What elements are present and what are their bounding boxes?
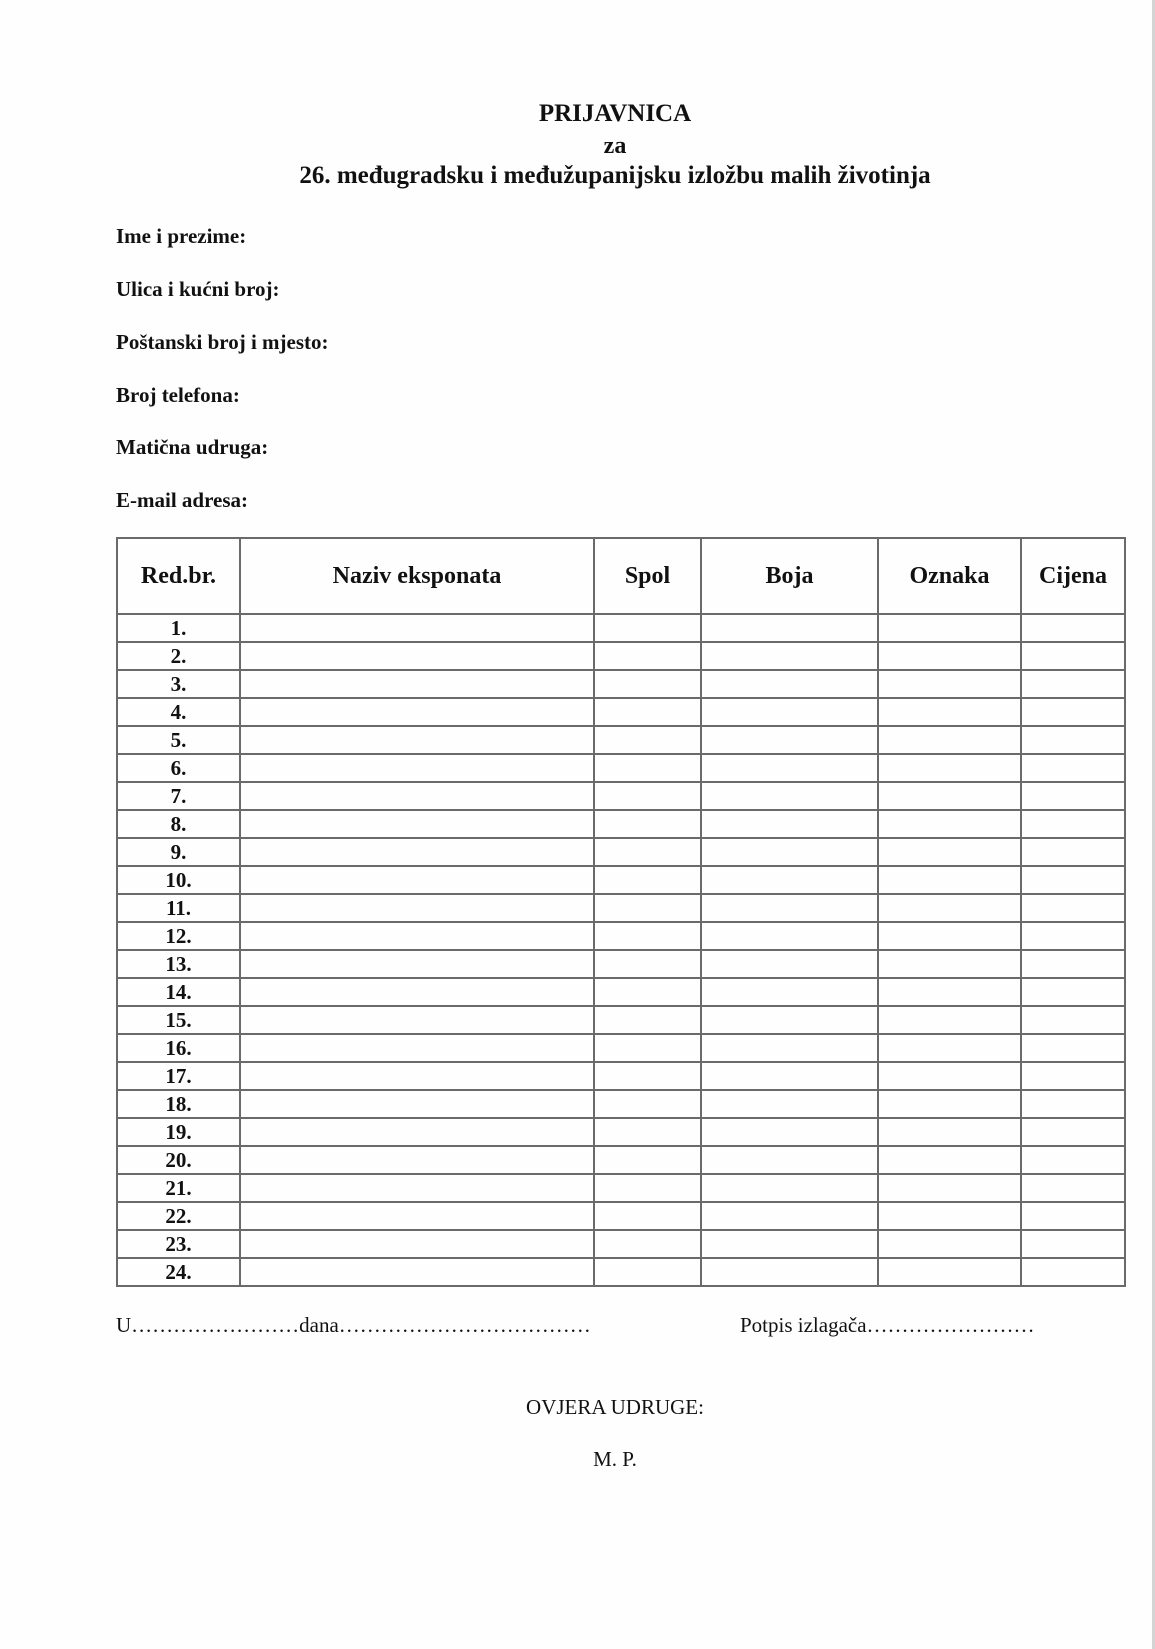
cell-name[interactable] <box>240 922 594 950</box>
cell-mark[interactable] <box>878 1062 1021 1090</box>
cell-name[interactable] <box>240 670 594 698</box>
exhibit-table <box>116 537 1126 1287</box>
cell-color[interactable] <box>701 1146 878 1174</box>
cell-number: 13. <box>117 950 240 978</box>
cell-number: 20. <box>117 1146 240 1174</box>
cell-sex[interactable] <box>594 1202 701 1230</box>
cell-number: 4. <box>117 698 240 726</box>
table-row <box>117 754 1125 782</box>
col-header-color: Boja <box>701 538 878 614</box>
cell-mark[interactable] <box>878 642 1021 670</box>
table-header-row <box>117 538 1125 614</box>
cell-price[interactable] <box>1021 1034 1125 1062</box>
cell-name[interactable] <box>240 1006 594 1034</box>
cell-sex[interactable] <box>594 894 701 922</box>
cell-sex[interactable] <box>594 1230 701 1258</box>
cell-price[interactable] <box>1021 810 1125 838</box>
table-row <box>117 894 1125 922</box>
cell-color[interactable] <box>701 1230 878 1258</box>
table-row <box>117 1258 1125 1286</box>
table-row <box>117 1062 1125 1090</box>
cell-number: 15. <box>117 1006 240 1034</box>
col-header-mark: Oznaka <box>878 538 1021 614</box>
cell-sex[interactable] <box>594 1034 701 1062</box>
cell-number: 12. <box>117 922 240 950</box>
table-row <box>117 1006 1125 1034</box>
cell-price[interactable] <box>1021 726 1125 754</box>
cell-name[interactable] <box>240 614 594 642</box>
table-row <box>117 614 1125 642</box>
cell-name[interactable] <box>240 1118 594 1146</box>
table-row <box>117 1034 1125 1062</box>
cell-mark[interactable] <box>878 810 1021 838</box>
cell-color[interactable] <box>701 1118 878 1146</box>
cell-number: 18. <box>117 1090 240 1118</box>
cell-price[interactable] <box>1021 1202 1125 1230</box>
cell-sex[interactable] <box>594 726 701 754</box>
cell-name[interactable] <box>240 838 594 866</box>
cell-price[interactable] <box>1021 1230 1125 1258</box>
cell-sex[interactable] <box>594 754 701 782</box>
cell-mark[interactable] <box>878 1202 1021 1230</box>
field-address[interactable]: Ulica i kućni broj: <box>116 277 280 301</box>
cell-color[interactable] <box>701 642 878 670</box>
cell-name[interactable] <box>240 782 594 810</box>
cell-sex[interactable] <box>594 670 701 698</box>
cell-sex[interactable] <box>594 698 701 726</box>
cell-color[interactable] <box>701 810 878 838</box>
signature-line[interactable]: Potpis izlagača…………………… <box>740 1313 1035 1337</box>
col-header-price: Cijena <box>1021 538 1125 614</box>
cell-color[interactable] <box>701 1062 878 1090</box>
cell-number: 22. <box>117 1202 240 1230</box>
cell-name[interactable] <box>240 894 594 922</box>
cell-color[interactable] <box>701 1258 878 1286</box>
cell-name[interactable] <box>240 978 594 1006</box>
cell-sex[interactable] <box>594 1090 701 1118</box>
cell-mark[interactable] <box>878 670 1021 698</box>
cell-number: 16. <box>117 1034 240 1062</box>
cell-number: 2. <box>117 642 240 670</box>
form-title: PRIJAVNICA <box>538 100 692 127</box>
cell-sex[interactable] <box>594 922 701 950</box>
cell-number: 8. <box>117 810 240 838</box>
cell-mark[interactable] <box>878 782 1021 810</box>
cell-color[interactable] <box>701 1006 878 1034</box>
cell-price[interactable] <box>1021 1174 1125 1202</box>
cell-sex[interactable] <box>594 1118 701 1146</box>
cell-color[interactable] <box>701 978 878 1006</box>
cell-name[interactable] <box>240 866 594 894</box>
cell-name[interactable] <box>240 1258 594 1286</box>
cell-price[interactable] <box>1021 1062 1125 1090</box>
cell-sex[interactable] <box>594 838 701 866</box>
cell-color[interactable] <box>701 782 878 810</box>
cell-price[interactable] <box>1021 698 1125 726</box>
field-email[interactable]: E-mail adresa: <box>116 488 249 512</box>
col-header-number: Red.br. <box>117 538 240 614</box>
cell-name[interactable] <box>240 754 594 782</box>
cell-sex[interactable] <box>594 810 701 838</box>
cell-color[interactable] <box>701 1034 878 1062</box>
col-header-sex: Spol <box>594 538 701 614</box>
cell-mark[interactable] <box>878 1090 1021 1118</box>
cell-price[interactable] <box>1021 1146 1125 1174</box>
cell-number: 14. <box>117 978 240 1006</box>
cell-price[interactable] <box>1021 1118 1125 1146</box>
cell-number: 21. <box>117 1174 240 1202</box>
cell-mark[interactable] <box>878 866 1021 894</box>
cell-name[interactable] <box>240 1034 594 1062</box>
cell-name[interactable] <box>240 726 594 754</box>
cell-mark[interactable] <box>878 1006 1021 1034</box>
cell-color[interactable] <box>701 1090 878 1118</box>
cell-price[interactable] <box>1021 922 1125 950</box>
cell-sex[interactable] <box>594 978 701 1006</box>
field-postal[interactable]: Poštanski broj i mjesto: <box>116 330 329 354</box>
cell-color[interactable] <box>701 922 878 950</box>
table-row <box>117 1090 1125 1118</box>
cell-color[interactable] <box>701 614 878 642</box>
cell-mark[interactable] <box>878 978 1021 1006</box>
table-row <box>117 838 1125 866</box>
cell-number: 10. <box>117 866 240 894</box>
table-row <box>117 698 1125 726</box>
form-subtitle: za <box>603 133 627 159</box>
table-row <box>117 978 1125 1006</box>
event-name: 26. međugradsku i međužupanijsku izložbu malih životinja <box>299 162 931 189</box>
cell-color[interactable] <box>701 838 878 866</box>
cell-number: 1. <box>117 614 240 642</box>
table-row <box>117 1174 1125 1202</box>
cell-color[interactable] <box>701 1202 878 1230</box>
cell-number: 5. <box>117 726 240 754</box>
cell-price[interactable] <box>1021 670 1125 698</box>
cell-color[interactable] <box>701 950 878 978</box>
stamp-label: M. P. <box>593 1447 637 1471</box>
cell-name[interactable] <box>240 1174 594 1202</box>
cell-price[interactable] <box>1021 866 1125 894</box>
cell-price[interactable] <box>1021 782 1125 810</box>
cell-sex[interactable] <box>594 1258 701 1286</box>
cell-sex[interactable] <box>594 782 701 810</box>
place-date-line[interactable]: U……………………dana……………………………… <box>116 1313 591 1337</box>
cell-name[interactable] <box>240 698 594 726</box>
cell-price[interactable] <box>1021 754 1125 782</box>
table-row <box>117 866 1125 894</box>
cell-sex[interactable] <box>594 1062 701 1090</box>
cell-mark[interactable] <box>878 894 1021 922</box>
cell-number: 19. <box>117 1118 240 1146</box>
cell-mark[interactable] <box>878 698 1021 726</box>
cell-color[interactable] <box>701 726 878 754</box>
cell-price[interactable] <box>1021 642 1125 670</box>
cell-price[interactable] <box>1021 1258 1125 1286</box>
cell-price[interactable] <box>1021 838 1125 866</box>
cell-mark[interactable] <box>878 838 1021 866</box>
cell-sex[interactable] <box>594 950 701 978</box>
cell-color[interactable] <box>701 1174 878 1202</box>
cell-color[interactable] <box>701 866 878 894</box>
cell-color[interactable] <box>701 894 878 922</box>
table-row <box>117 782 1125 810</box>
cell-sex[interactable] <box>594 1006 701 1034</box>
cell-color[interactable] <box>701 754 878 782</box>
table-row <box>117 922 1125 950</box>
cell-name[interactable] <box>240 1062 594 1090</box>
cell-sex[interactable] <box>594 866 701 894</box>
table-row <box>117 726 1125 754</box>
cell-mark[interactable] <box>878 1258 1021 1286</box>
cell-number: 17. <box>117 1062 240 1090</box>
cell-name[interactable] <box>240 1146 594 1174</box>
cell-name[interactable] <box>240 1090 594 1118</box>
cell-price[interactable] <box>1021 1090 1125 1118</box>
cell-number: 7. <box>117 782 240 810</box>
field-phone[interactable]: Broj telefona: <box>116 383 240 407</box>
cell-name[interactable] <box>240 642 594 670</box>
table-row <box>117 810 1125 838</box>
cell-number: 23. <box>117 1230 240 1258</box>
table-row <box>117 642 1125 670</box>
table-row <box>117 670 1125 698</box>
cell-mark[interactable] <box>878 754 1021 782</box>
field-association[interactable]: Matična udruga: <box>116 435 269 459</box>
verification-label: OVJERA UDRUGE: <box>526 1395 704 1419</box>
col-header-name: Naziv eksponata <box>240 538 594 614</box>
cell-price[interactable] <box>1021 978 1125 1006</box>
cell-mark[interactable] <box>878 614 1021 642</box>
cell-mark[interactable] <box>878 1146 1021 1174</box>
cell-name[interactable] <box>240 950 594 978</box>
cell-price[interactable] <box>1021 1006 1125 1034</box>
cell-mark[interactable] <box>878 1174 1021 1202</box>
cell-color[interactable] <box>701 670 878 698</box>
cell-mark[interactable] <box>878 726 1021 754</box>
cell-sex[interactable] <box>594 642 701 670</box>
cell-mark[interactable] <box>878 950 1021 978</box>
table-row <box>117 1146 1125 1174</box>
table-row <box>117 1118 1125 1146</box>
cell-number: 9. <box>117 838 240 866</box>
cell-number: 3. <box>117 670 240 698</box>
cell-price[interactable] <box>1021 894 1125 922</box>
cell-name[interactable] <box>240 810 594 838</box>
cell-sex[interactable] <box>594 614 701 642</box>
cell-number: 24. <box>117 1258 240 1286</box>
cell-color[interactable] <box>701 698 878 726</box>
cell-sex[interactable] <box>594 1146 701 1174</box>
cell-mark[interactable] <box>878 1118 1021 1146</box>
cell-mark[interactable] <box>878 1034 1021 1062</box>
cell-mark[interactable] <box>878 1230 1021 1258</box>
cell-sex[interactable] <box>594 1174 701 1202</box>
cell-price[interactable] <box>1021 614 1125 642</box>
cell-number: 11. <box>117 894 240 922</box>
cell-name[interactable] <box>240 1202 594 1230</box>
field-name[interactable]: Ime i prezime: <box>116 224 247 248</box>
cell-name[interactable] <box>240 1230 594 1258</box>
table-row <box>117 950 1125 978</box>
table-row <box>117 1202 1125 1230</box>
cell-mark[interactable] <box>878 922 1021 950</box>
table-row <box>117 1230 1125 1258</box>
cell-number: 6. <box>117 754 240 782</box>
cell-price[interactable] <box>1021 950 1125 978</box>
